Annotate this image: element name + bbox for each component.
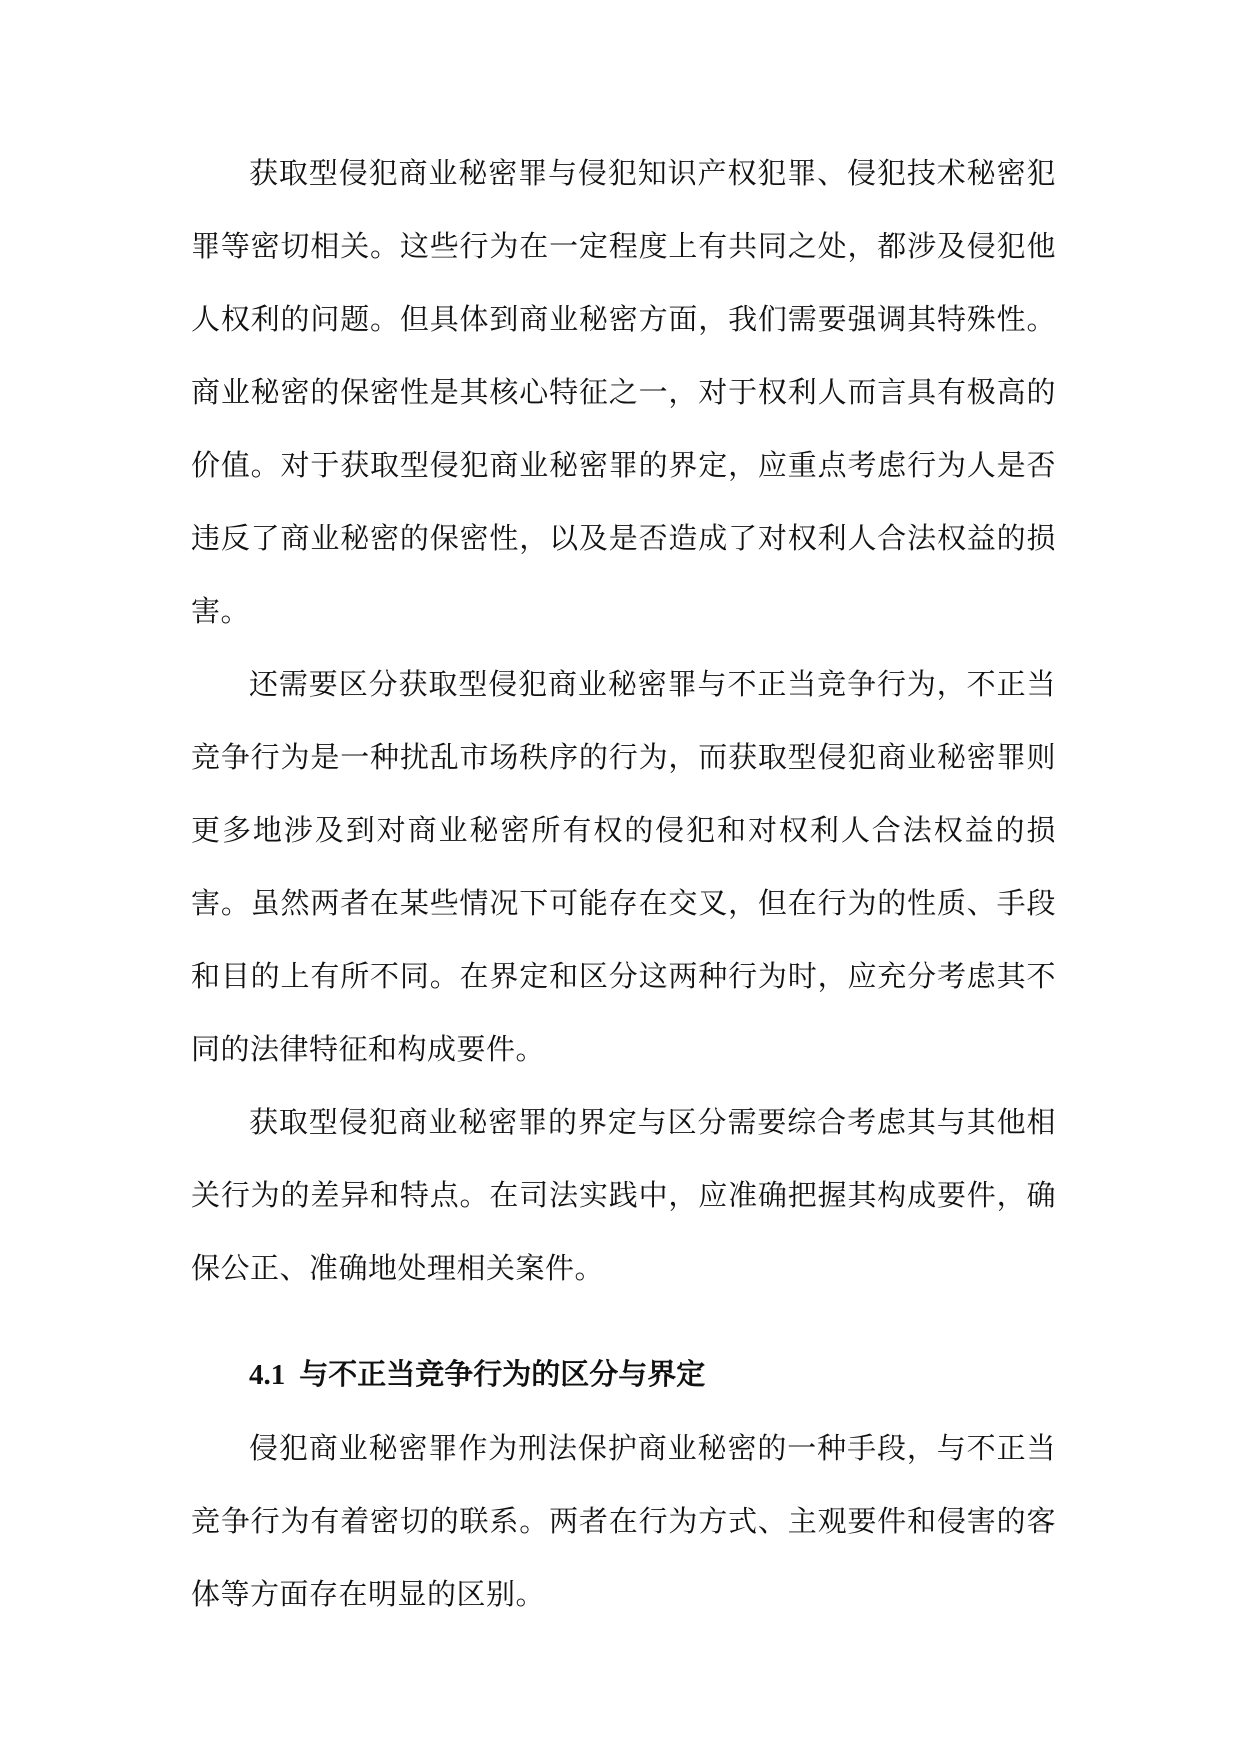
paragraph-3: 获取型侵犯商业秘密罪的界定与区分需要综合考虑其与其他相关行为的差异和特点。在司法实践中，应准确把握其构成要件，确保公正、准确地处理相关案件。 xyxy=(191,1105,1056,1285)
paragraph-2: 还需要区分获取型侵犯商业秘密罪与不正当竞争行为，不正当竞争行为是一种扰乱市场秩序的行为，而获取型侵犯商业秘密罪则更多地涉及到对商业秘密所有权的侵犯和对权利人合法权益的损害。虽然两者在某些情况下可能存在交叉，但在行为的性质、手段和目的上有所不同。在界定和区分这两种行为时，应充分考虑其不同的法律特征和构成要件。 xyxy=(191,667,1056,1066)
section-number: 4.1 xyxy=(249,1359,286,1391)
paragraph-1: 获取型侵犯商业秘密罪与侵犯知识产权犯罪、侵犯技术秘密犯罪等密切相关。这些行为在一定程度上有共同之处，都涉及侵犯他人权利的问题。但具体到商业秘密方面，我们需要强调其特殊性。商业秘密的保密性是其核心特征之一，对于权利人而言具有极高的价值。对于获取型侵犯商业秘密罪的界定，应重点考虑行为人是否违反了商业秘密的保密性，以及是否造成了对权利人合法权益的损害。 xyxy=(191,156,1056,628)
document-body xyxy=(191,137,1056,1631)
section-title: 与不正当竞争行为的区分与界定 xyxy=(299,1357,706,1391)
paragraph-4: 侵犯商业秘密罪作为刑法保护商业秘密的一种手段，与不正当竞争行为有着密切的联系。两者在行为方式、主观要件和侵害的客体等方面存在明显的区别。 xyxy=(191,1431,1056,1611)
section-heading xyxy=(191,1338,1056,1412)
